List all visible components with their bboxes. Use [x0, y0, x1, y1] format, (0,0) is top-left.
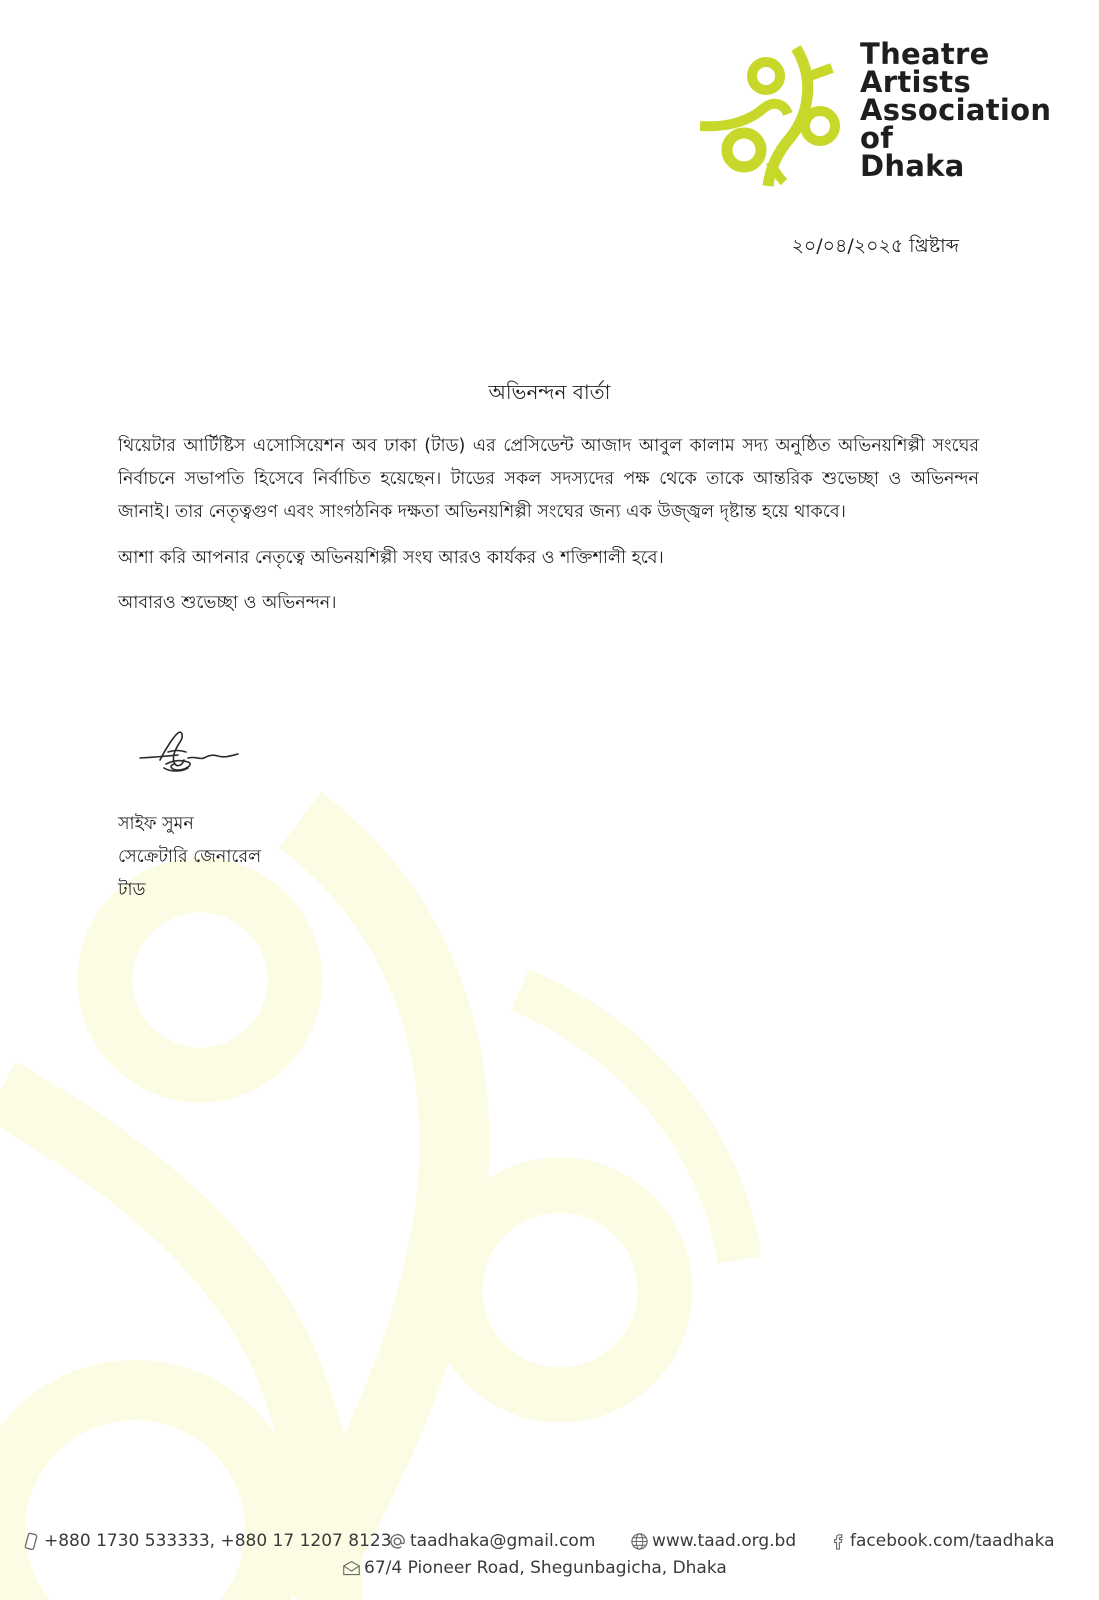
footer-website[interactable] — [630, 1531, 796, 1551]
globe-icon — [630, 1532, 649, 1551]
org-name-line: Theatre — [860, 37, 990, 71]
letter-date: ২০/০৪/২০২৫ খ্রিষ্টাব্দ — [791, 235, 959, 257]
footer-facebook[interactable] — [828, 1531, 1055, 1551]
facebook-icon — [828, 1532, 847, 1551]
signatory-org: টাড — [118, 880, 146, 900]
at-icon — [388, 1532, 407, 1551]
footer-facebook-text[interactable]: facebook.com/taadhaka — [850, 1531, 1055, 1551]
mail-icon — [342, 1559, 361, 1578]
organization-logo — [700, 38, 1060, 188]
body-paragraph: আবারও শুভেচ্ছা ও অভিনন্দন। — [118, 593, 337, 613]
footer-phone-text: +880 1730 533333, +880 17 1207 8123 — [44, 1531, 392, 1551]
letter-heading: অভিনন্দন বার্তা — [488, 380, 611, 404]
org-name-line: of — [860, 121, 894, 155]
org-name-line: Dhaka — [860, 149, 965, 183]
footer-email-text[interactable]: taadhaka@gmail.com — [410, 1531, 596, 1551]
signatory-title: সেক্রেটারি জেনারেল — [118, 847, 262, 867]
footer-address — [342, 1558, 727, 1578]
logo-mark-icon — [700, 42, 850, 188]
body-paragraph: আশা করি আপনার নেতৃত্বে অভিনয়শিল্পী সংঘ আরও কার্যকর ও শক্তিশালী হবে। — [118, 548, 664, 568]
org-name-line: Artists — [860, 65, 972, 99]
body-paragraph: থিয়েটার আর্টিষ্টিস এসোসিয়েশন অব ঢাকা (টাড) এর প্রেসিডেন্ট আজাদ আবুল কালাম সদ্য অনুষ্ঠিত অভিনয়শিল্পী সংঘের নির্বাচনে সভাপতি হিসেবে নির্বাচিত হয়েছেন। টাডের সকল সদস্যদের পক্ষ থেকে তাকে আন্তরিক শুভেচ্ছা ও অভিনন্দন জানাই। তার নেতৃত্বগুণ এবং সাংগঠনিক দক্ষতা অভিনয়শিল্পী সংঘের জন্য এক উজ্জ্বল দৃষ্টান্ত হয়ে থাকবে। — [118, 436, 979, 522]
signatory-name: সাইফ সুমন — [118, 814, 194, 834]
watermark-logo — [0, 790, 760, 1600]
signature-image — [138, 730, 248, 782]
letter-body — [118, 430, 979, 618]
org-name-line: Association — [860, 93, 1052, 127]
signatory-block — [118, 808, 261, 907]
phone-icon — [22, 1532, 41, 1551]
footer-phone — [22, 1531, 392, 1551]
organization-name — [860, 37, 1052, 183]
footer-email[interactable] — [388, 1531, 595, 1551]
footer-address-text: 67/4 Pioneer Road, Shegunbagicha, Dhaka — [364, 1558, 727, 1578]
footer-website-text[interactable]: www.taad.org.bd — [652, 1531, 797, 1551]
